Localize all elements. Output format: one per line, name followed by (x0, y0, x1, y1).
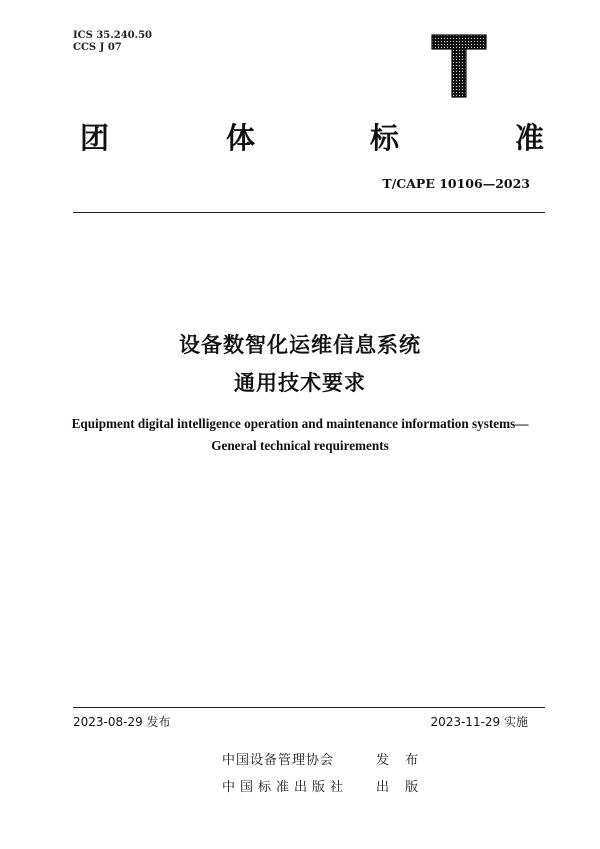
category-char: 体 (226, 121, 256, 155)
title-chinese-line-2: 通用技术要求 (234, 371, 366, 395)
header-divider (73, 212, 545, 213)
title-english-line-2: General technical requirements (211, 438, 389, 453)
printer-action: 出 版 (376, 780, 425, 795)
title-english-line-1: Equipment digital intelligence operation and maintenance information systems— (71, 416, 529, 431)
printer-organization: 中国标准出版社 (222, 780, 349, 795)
category-char: 标 (370, 121, 400, 155)
footer-divider (73, 707, 545, 708)
standard-type-t-logo (431, 34, 487, 98)
ccs-code: CCS J 07 (73, 42, 122, 53)
publish-date: 2023-08-29 发布 (73, 715, 171, 729)
category-char: 准 (515, 121, 545, 155)
publisher-action: 发 布 (376, 753, 425, 768)
standard-number: T/CAPE 10106—2023 (382, 176, 530, 191)
ics-code: ICS 35.240.50 (73, 30, 153, 41)
publisher-organization: 中国设备管理协会 (222, 753, 335, 768)
category-char: 团 (80, 121, 110, 155)
implementation-date: 2023-11-29 实施 (430, 715, 528, 729)
title-chinese-line-1: 设备数智化运维信息系统 (179, 333, 421, 357)
standard-category-heading (0, 118, 600, 162)
